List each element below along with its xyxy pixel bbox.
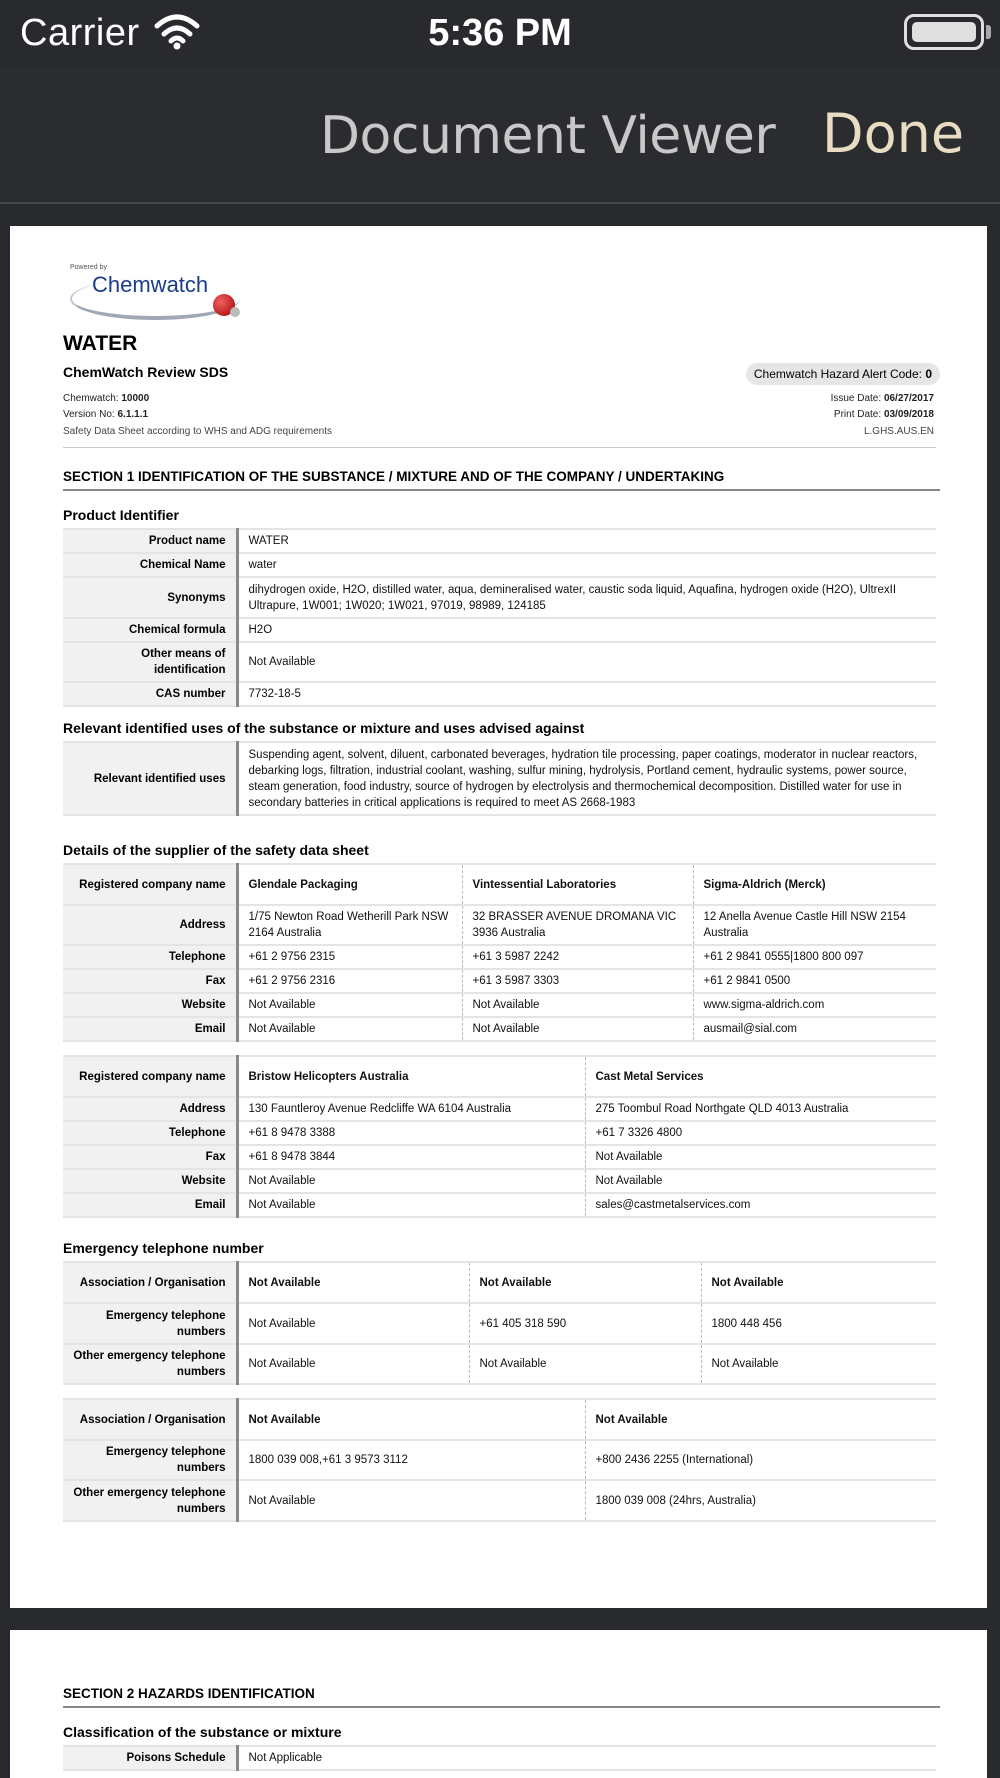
done-button[interactable]: Done <box>822 102 965 165</box>
table-row: Registered company name Bristow Helicopters Australia Cast Metal Services <box>63 1056 936 1097</box>
table-row: Registered company name Glendale Packaging Vintessential Laboratories Sigma-Aldrich (Merck) <box>63 864 936 905</box>
supplier-table-b <box>63 1055 936 1218</box>
product-heading: WATER <box>63 332 138 355</box>
relevant-uses-title: Relevant identified uses of the substance or mixture and uses advised against <box>63 720 585 736</box>
emergency-table-b <box>63 1398 936 1522</box>
table-row: Association / Organisation Not Available Not Available <box>63 1399 936 1440</box>
product-identifier-title: Product Identifier <box>63 507 179 523</box>
table-row: Telephone +61 8 9478 3388 +61 7 3326 4800 <box>63 1121 936 1145</box>
table-row: Association / Organisation Not Available Not Available Not Available <box>63 1262 936 1303</box>
table-row: Fax +61 2 9756 2316 +61 3 5987 3303 +61 2 9841 0500 <box>63 969 936 993</box>
table-row: Address 130 Fauntleroy Avenue Redcliffe WA 6104 Australia 275 Toombul Road Northgate QLD 4013 Australia <box>63 1097 936 1121</box>
relevant-uses-table <box>63 741 936 816</box>
divider <box>63 447 936 448</box>
navigation-bar <box>0 68 1000 204</box>
supplier-title: Details of the supplier of the safety data sheet <box>63 842 369 858</box>
sds-note: Safety Data Sheet according to WHS and ADG requirements <box>63 426 333 437</box>
document-page-1[interactable] <box>10 226 987 1608</box>
battery-icon <box>904 14 984 50</box>
print-date: Print Date: 03/09/2018 <box>833 409 934 420</box>
table-row: Emergency telephone numbers Not Available +61 405 318 590 1800 448 456 <box>63 1303 936 1344</box>
table-row: Email Not Available Not Available ausmail@sial.com <box>63 1017 936 1041</box>
hazard-alert-badge: Chemwatch Hazard Alert Code: 0 <box>746 363 940 385</box>
document-code: L.GHS.AUS.EN <box>863 426 934 437</box>
table-row: Fax +61 8 9478 3844 Not Available <box>63 1145 936 1169</box>
table-row: Email Not Available sales@castmetalservices.com <box>63 1193 936 1217</box>
document-subtitle: ChemWatch Review SDS <box>63 364 229 380</box>
table-row: Relevant identified uses Suspending agent, solvent, diluent, carbonated beverages, hydration tile processing, paper coatings, moderator in nuclear reactors, debarking logs, filtration, industrial coolant, washing, sulfur mining, hydrolysis, Portland cement, hydraulic systems, power source, steam generation, food industry, source of hydrogen by electrolysis and thermochemical decomposition. Distilled water for use in secondary batteries in critical applications is required to meet AS 2668-1983 <box>63 742 936 815</box>
supplier-table-a <box>63 863 936 1042</box>
carrier-label: Carrier <box>20 12 140 54</box>
table-row: Chemical Name water <box>63 553 936 577</box>
table-row: Other means of identification Not Available <box>63 642 936 682</box>
table-row: Chemical formula H2O <box>63 618 936 642</box>
table-row: Other emergency telephone numbers Not Available 1800 039 008 (24hrs, Australia) <box>63 1480 936 1521</box>
table-row: Product name WATER <box>63 529 936 553</box>
table-row: Website Not Available Not Available www.sigma-aldrich.com <box>63 993 936 1017</box>
table-row: Poisons Schedule Not Applicable <box>63 1746 936 1770</box>
battery-tip <box>986 25 991 39</box>
chemwatch-logo: Powered by Chemwatch <box>70 264 250 322</box>
status-time: 5:36 PM <box>428 12 572 54</box>
table-row: Synonyms dihydrogen oxide, H2O, distilled water, aqua, demineralised water, caustic soda liquid, Aquafina, hydrogen oxide (H2O), UltrexII Ultrapure, 1W001; 1W020; 1W021, 97019, 98989, 124185 <box>63 577 936 618</box>
chemwatch-number: Chemwatch: 10000 <box>63 393 150 404</box>
table-row: Emergency telephone numbers 1800 039 008,+61 3 9573 3112 +800 2436 2255 (International) <box>63 1440 936 1480</box>
table-row: Telephone +61 2 9756 2315 +61 3 5987 2242 +61 2 9841 0555|1800 800 097 <box>63 945 936 969</box>
section-1-title: SECTION 1 IDENTIFICATION OF THE SUBSTANCE / MIXTURE AND OF THE COMPANY / UNDERTAKING <box>63 469 940 491</box>
table-row: Other emergency telephone numbers Not Available Not Available Not Available <box>63 1344 936 1384</box>
version-number: Version No: 6.1.1.1 <box>63 409 149 420</box>
table-row: Address 1/75 Newton Road Wetherill Park NSW 2164 Australia 32 BRASSER AVENUE DROMANA VIC 3936 Australia 12 Anella Avenue Castle Hill NSW 2154 Australia <box>63 905 936 945</box>
document-page-2[interactable] <box>10 1630 987 1778</box>
classification-table <box>63 1745 936 1771</box>
product-identifier-table <box>63 528 936 707</box>
emergency-title: Emergency telephone number <box>63 1240 264 1256</box>
emergency-table-a <box>63 1261 936 1385</box>
nav-title: Document Viewer <box>320 106 776 166</box>
classification-title: Classification of the substance or mixture <box>63 1724 342 1740</box>
table-row: Website Not Available Not Available <box>63 1169 936 1193</box>
issue-date: Issue Date: 06/27/2017 <box>830 393 934 404</box>
status-bar <box>0 0 1000 68</box>
section-2-title: SECTION 2 HAZARDS IDENTIFICATION <box>63 1686 940 1708</box>
table-row: CAS number 7732-18-5 <box>63 682 936 706</box>
